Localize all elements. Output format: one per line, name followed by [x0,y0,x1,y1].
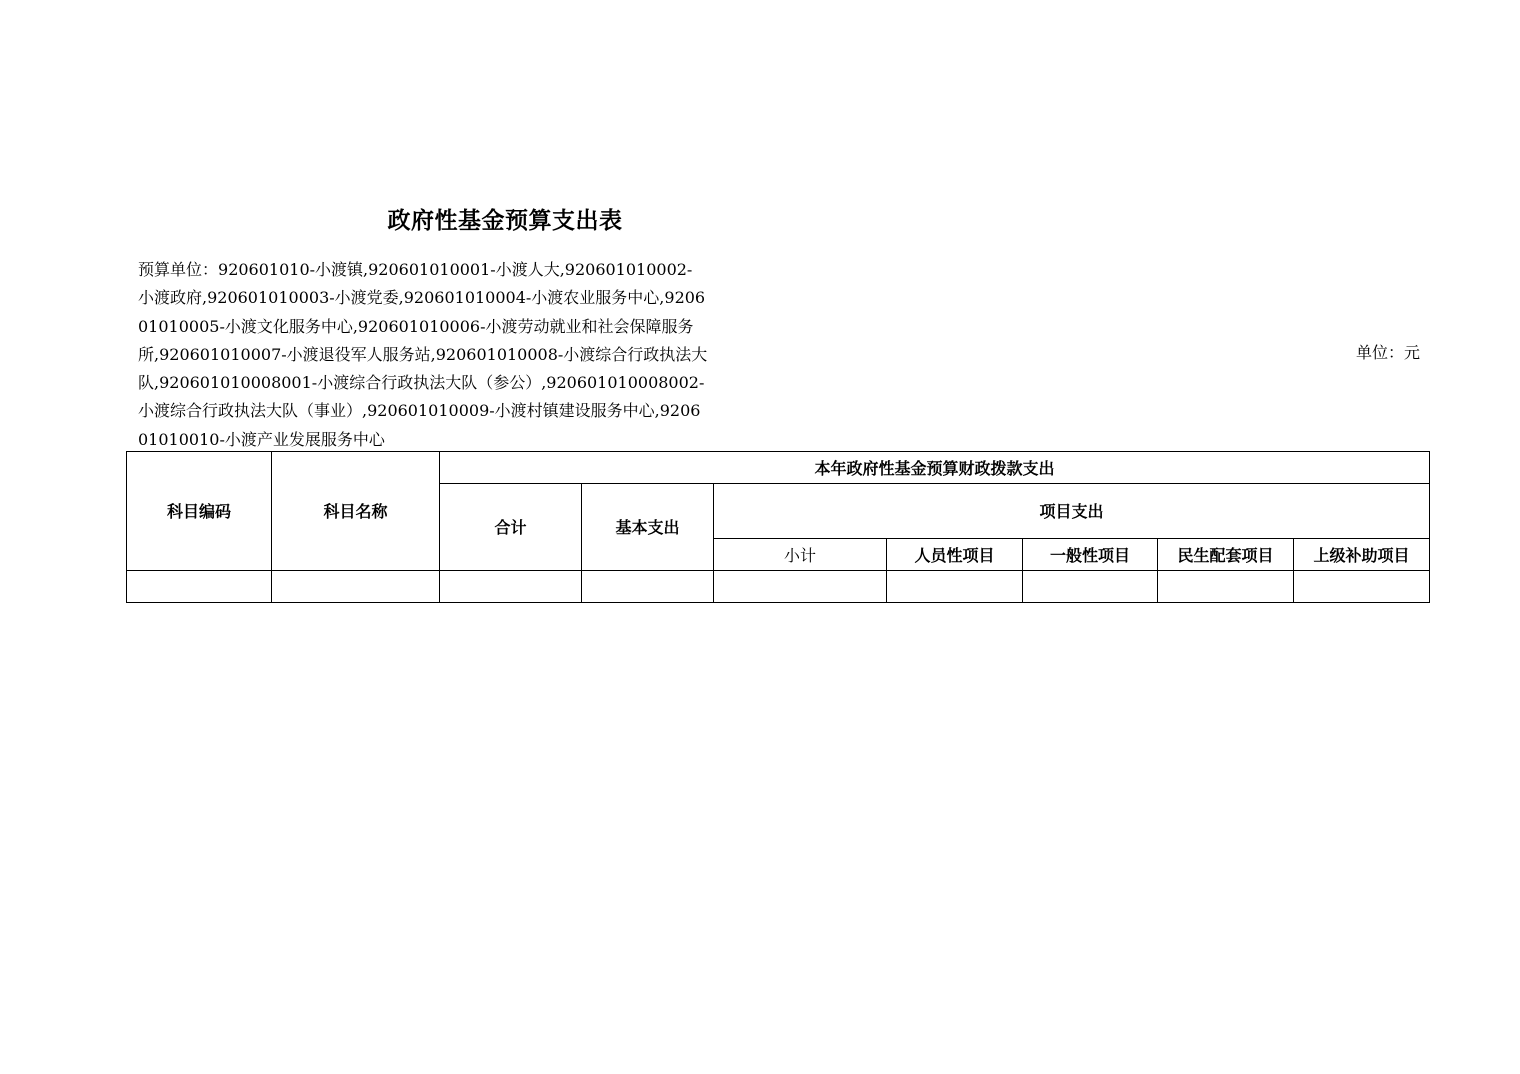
budget-unit-list: 920601010-小渡镇,920601010001-小渡人大,920601010002-小渡政府,920601010003-小渡党委,920601010004-小渡农业服务中心,920601010005-小渡文化服务中心,920601010006-小渡劳动就业和社会保障服务所,920601010007-小渡退役军人服务站,920601010008-小渡综合行政执法大队,920601010008001-小渡综合行政执法大队（参公）,920601010008002-小渡综合行政执法大队（事业）,920601010009-小渡村镇建设服务中心,920601010010-小渡产业发展服务中心 [138,260,708,449]
header-personnel-project: 人员性项目 [887,538,1023,570]
table-cell [1023,570,1158,602]
table-cell [714,570,887,602]
header-group-fund-expenditure: 本年政府性基金预算财政拨款支出 [440,452,1430,484]
page-title: 政府性基金预算支出表 [387,207,623,234]
table-cell [582,570,714,602]
header-project-expenditure: 项目支出 [714,484,1430,538]
header-general-project: 一般性项目 [1023,538,1158,570]
budget-unit-label: 预算单位： [138,260,219,279]
table-cell [1294,570,1430,602]
table-cell [272,570,440,602]
header-total: 合计 [440,484,582,571]
header-basic-expenditure: 基本支出 [582,484,714,571]
header-subject-code: 科目编码 [127,452,272,571]
table-cell [1158,570,1294,602]
table-cell [440,570,582,602]
header-superior-subsidy-project: 上级补助项目 [1294,538,1430,570]
header-livelihood-project: 民生配套项目 [1158,538,1294,570]
table-row [127,570,1430,602]
expenditure-table [126,451,1430,603]
header-subtotal: 小计 [714,538,887,570]
table-cell [887,570,1023,602]
currency-unit: 单位：元 [1355,343,1420,362]
header-subject-name: 科目名称 [272,452,440,571]
table-cell [127,570,272,602]
budget-unit-info [138,256,708,454]
